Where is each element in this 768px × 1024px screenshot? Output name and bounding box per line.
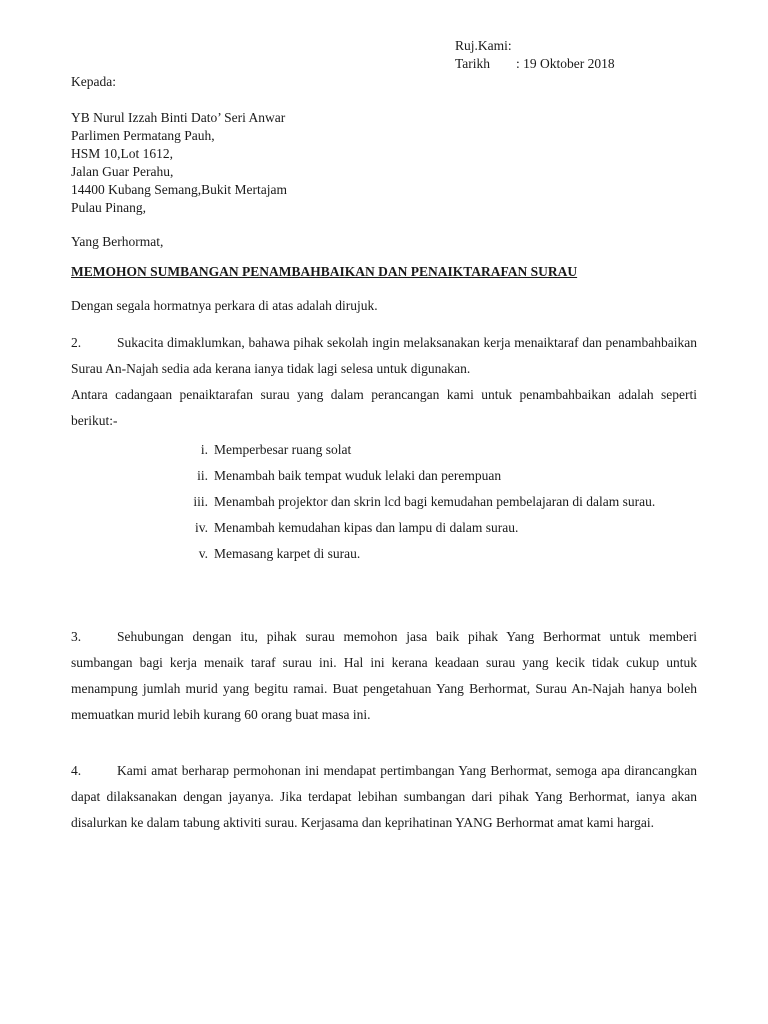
list-numeral: iv. [195, 520, 208, 535]
recipient-line: Pulau Pinang, [71, 200, 147, 215]
list-item [170, 463, 697, 489]
list-item [170, 437, 697, 463]
paragraph-text: Kami amat berharap permohonan ini mendapat pertimbangan Yang Berhormat, semoga apa dirancangkan dapat dilaksanakan dengan jayanya. Jika terdapat lebihan sumbangan dari pihak Yang Berhormat, ianya akan disalurkan ke dalam tabung aktiviti surau. Kerjasama dan keprihatinan YANG Berhormat amat kami hargai. [71, 763, 697, 830]
paragraph-text: Antara cadangaan penaiktarafan surau yang dalam perancangan kami untuk penambahbaikan adalah seperti berikut:- [71, 387, 697, 428]
paragraph-number: 3. [71, 629, 82, 644]
date-label: Tarikh [455, 56, 491, 71]
list-item-text: Menambah baik tempat wuduk lelaki dan perempuan [214, 468, 502, 483]
recipient-line: YB Nurul Izzah Binti Dato’ Seri Anwar [71, 110, 286, 125]
paragraph-4 [71, 758, 697, 836]
paragraph-text: Sukacita dimaklumkan, bahawa pihak sekolah ingin melaksanakan kerja menaiktaraf dan penambahbaikan Surau An-Najah sedia ada kerana ianya tidak lagi selesa untuk digunakan. [71, 335, 697, 376]
list-item [170, 515, 697, 541]
date-value: : 19 Oktober 2018 [516, 56, 615, 71]
paragraph-2-continued [71, 382, 697, 434]
recipient-line: 14400 Kubang Semang,Bukit Mertajam [71, 182, 287, 197]
list-item-text: Memasang karpet di surau. [214, 546, 361, 561]
list-numeral: v. [198, 546, 208, 561]
recipient-line: Parlimen Permatang Pauh, [71, 128, 215, 143]
reference-label: Ruj.Kami: [455, 38, 512, 53]
opening-sentence: Dengan segala hormatnya perkara di atas adalah dirujuk. [71, 298, 378, 313]
paragraph-3 [71, 624, 697, 728]
list-numeral: ii. [197, 468, 208, 483]
paragraph-2 [71, 330, 697, 382]
recipient-line: Jalan Guar Perahu, [71, 164, 174, 179]
list-item-text: Memperbesar ruang solat [214, 442, 352, 457]
list-item [170, 489, 697, 515]
list-numeral: iii. [193, 494, 208, 509]
letter-subject: MEMOHON SUMBANGAN PENAMBAHBAIKAN DAN PENAIKTARAFAN SURAU [71, 264, 578, 279]
list-item-text: Menambah kemudahan kipas dan lampu di dalam surau. [214, 520, 519, 535]
paragraph-number: 4. [71, 763, 82, 778]
recipient-line: HSM 10,Lot 1612, [71, 146, 174, 161]
list-item-text: Menambah projektor dan skrin lcd bagi kemudahan pembelajaran di dalam surau. [214, 494, 656, 509]
proposal-list [170, 437, 697, 567]
recipient-to-label: Kepada: [71, 74, 116, 89]
paragraph-text: Sehubungan dengan itu, pihak surau memohon jasa baik pihak Yang Berhormat untuk memberi sumbangan bagi kerja menaik taraf surau ini. Hal ini kerana keadaan surau yang kecik tidak cukup untuk menampung jumlah murid yang begitu ramai. Buat pengetahuan Yang Berhormat, Surau An-Najah hanya boleh memuatkan murid lebih kurang 60 orang buat masa ini. [71, 629, 697, 722]
list-numeral: i. [200, 442, 208, 457]
paragraph-number: 2. [71, 335, 82, 350]
salutation: Yang Berhormat, [71, 234, 164, 249]
list-item [170, 541, 697, 567]
